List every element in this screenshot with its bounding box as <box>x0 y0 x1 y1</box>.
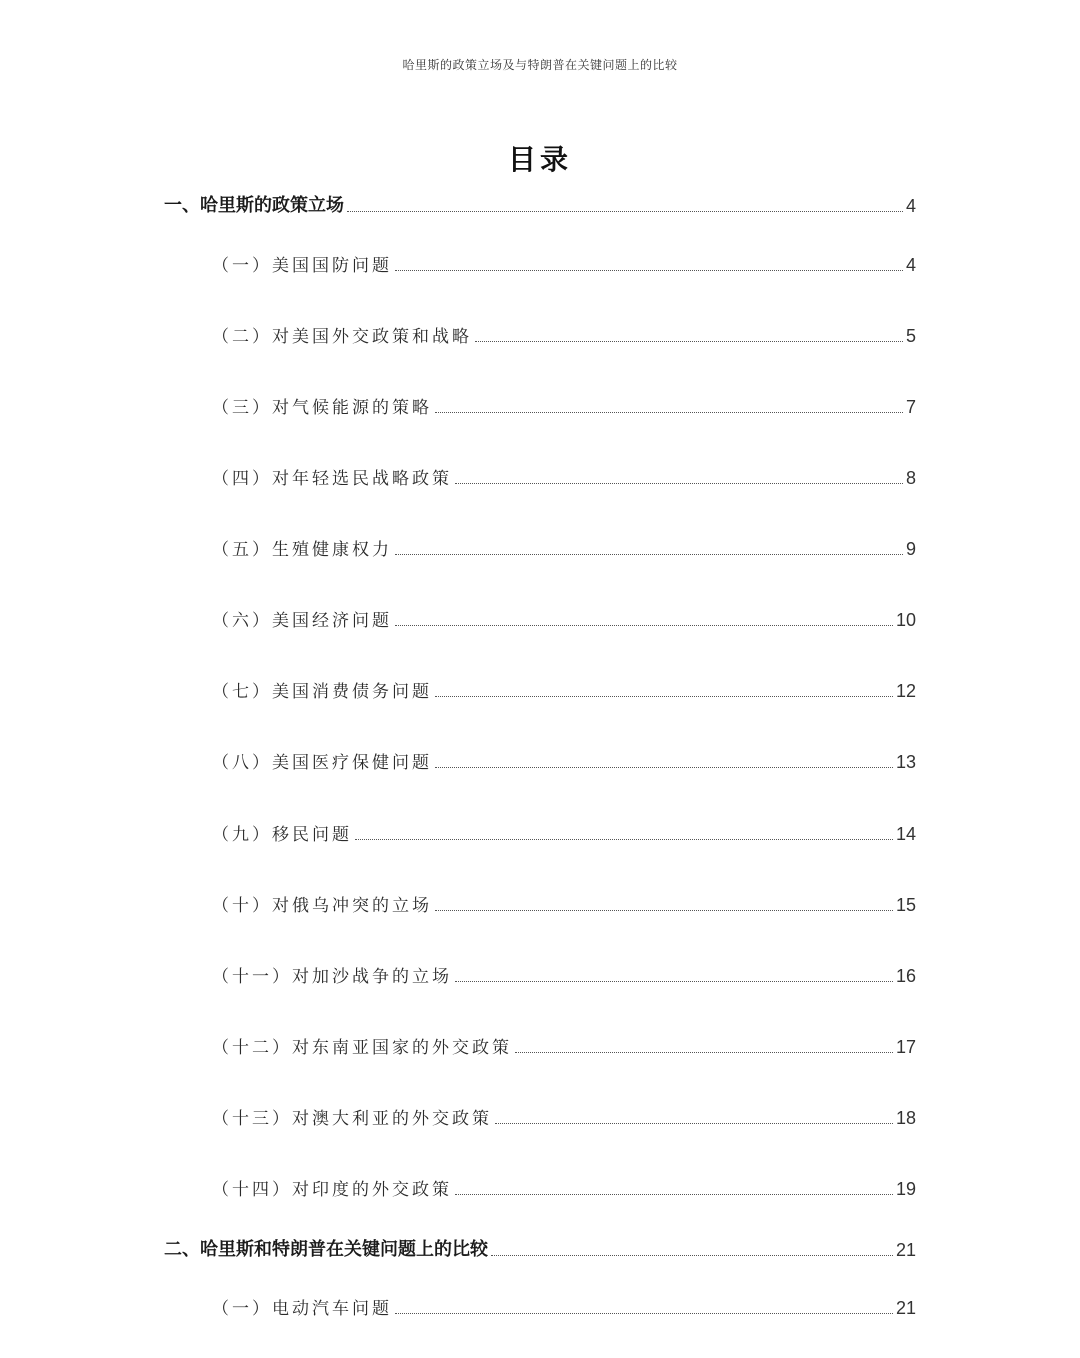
toc-entry-label: （八）美国医疗保健问题 <box>212 753 432 773</box>
toc-entry-label: （十三）对澳大利亚的外交政策 <box>212 1109 492 1129</box>
toc-page-number: 15 <box>895 895 916 915</box>
toc-entry[interactable] <box>212 959 916 989</box>
toc-page-number: 16 <box>895 966 916 986</box>
toc-entry-label: （二）对美国外交政策和战略 <box>212 327 472 347</box>
toc-entry-label: （十一）对加沙战争的立场 <box>212 967 452 987</box>
toc-entry[interactable] <box>212 390 916 420</box>
toc-dot-leader <box>395 554 903 555</box>
toc-page-number: 4 <box>905 196 916 216</box>
toc-entry-label: （三）对气候能源的策略 <box>212 398 432 418</box>
toc-entry[interactable] <box>212 1101 916 1131</box>
toc-page-number: 18 <box>895 1108 916 1128</box>
toc-dot-leader <box>435 767 893 768</box>
toc-entry[interactable] <box>212 532 916 562</box>
toc-entry[interactable] <box>212 1172 916 1202</box>
toc-dot-leader <box>355 839 893 840</box>
toc-dot-leader <box>455 1194 893 1195</box>
toc-entry[interactable] <box>212 603 916 633</box>
toc-entry-label: 一、哈里斯的政策立场 <box>164 195 344 216</box>
toc-dot-leader <box>347 211 903 212</box>
toc-entry-label: （六）美国经济问题 <box>212 611 392 631</box>
toc-entry[interactable] <box>212 817 916 847</box>
toc-page-number: 9 <box>905 539 916 559</box>
toc-entry[interactable] <box>212 248 916 278</box>
toc-dot-leader <box>435 412 903 413</box>
toc-entry-label: （七）美国消费债务问题 <box>212 682 432 702</box>
toc-dot-leader <box>435 696 893 697</box>
toc-entry[interactable] <box>212 461 916 491</box>
toc-entry-label: （五）生殖健康权力 <box>212 540 392 560</box>
toc-entry-label: （九）移民问题 <box>212 825 352 845</box>
toc-dot-leader <box>395 270 903 271</box>
toc-entry[interactable] <box>212 674 916 704</box>
toc-entry-label: （一）电动汽车问题 <box>212 1299 392 1319</box>
toc-dot-leader <box>515 1052 893 1053</box>
toc-dot-leader <box>475 341 903 342</box>
running-header: 哈里斯的政策立场及与特朗普在关键问题上的比较 <box>402 58 678 72</box>
toc-dot-leader <box>455 483 903 484</box>
toc-dot-leader <box>435 910 893 911</box>
toc-title: 目录 <box>507 143 572 176</box>
toc-entry[interactable] <box>212 1291 916 1321</box>
toc-entry-label: （四）对年轻选民战略政策 <box>212 469 452 489</box>
toc-page-number: 21 <box>895 1240 916 1260</box>
toc-entry-section-1[interactable] <box>164 189 916 219</box>
toc-page-number: 5 <box>905 326 916 346</box>
toc-entry-label: （十）对俄乌冲突的立场 <box>212 896 432 916</box>
toc-entry-label: （十四）对印度的外交政策 <box>212 1180 452 1200</box>
toc-page-number: 14 <box>895 824 916 844</box>
toc-page-number: 13 <box>895 752 916 772</box>
toc-entry-label: 二、哈里斯和特朗普在关键问题上的比较 <box>164 1239 488 1260</box>
toc-dot-leader <box>395 625 893 626</box>
toc-entry-label: （十二）对东南亚国家的外交政策 <box>212 1038 512 1058</box>
toc-page-number: 21 <box>895 1298 916 1318</box>
toc-dot-leader <box>395 1313 893 1314</box>
toc-page-number: 17 <box>895 1037 916 1057</box>
toc-page-number: 7 <box>905 397 916 417</box>
toc-page-number: 10 <box>895 610 916 630</box>
toc-entry[interactable] <box>212 745 916 775</box>
toc-entry-label: （一）美国国防问题 <box>212 256 392 276</box>
toc-entry[interactable] <box>212 1030 916 1060</box>
toc-dot-leader <box>495 1123 893 1124</box>
toc-entry[interactable] <box>212 888 916 918</box>
toc-dot-leader <box>455 981 893 982</box>
toc-page-number: 4 <box>905 255 916 275</box>
toc-entry-section-2[interactable] <box>164 1233 916 1263</box>
toc-dot-leader <box>491 1255 893 1256</box>
toc-entry[interactable] <box>212 319 916 349</box>
toc-page-number: 12 <box>895 681 916 701</box>
toc-page-number: 19 <box>895 1179 916 1199</box>
toc-page-number: 8 <box>905 468 916 488</box>
